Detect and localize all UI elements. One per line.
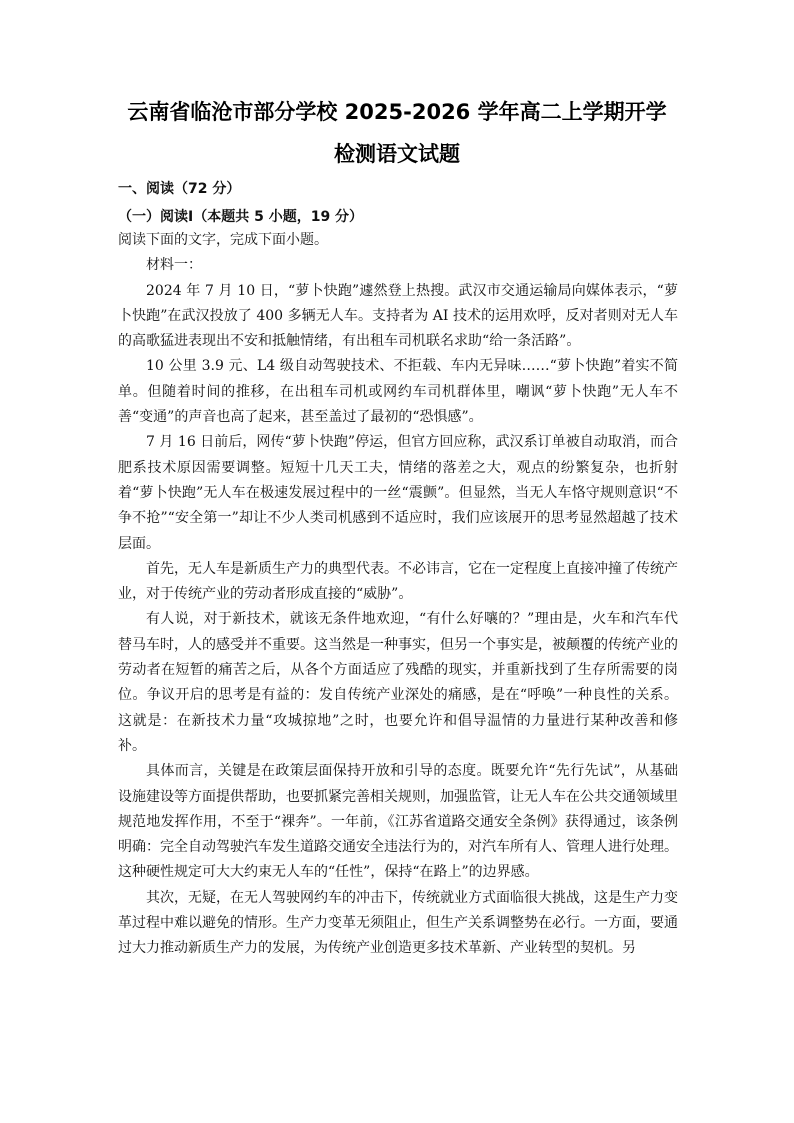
passage-paragraph: 其次，无疑，在无人驾驶网约车的冲击下，传统就业方式面临很大挑战，这是生产力变革过程中难以避免的情形。生产力变革无须阻止，但生产关系调整势在必行。一方面，要通过大力推动新质生产力的发展，为传统产业创造更多技术革新、产业转型的契机。另 bbox=[118, 889, 678, 957]
passage-paragraph: 首先，无人车是新质生产力的典型代表。不必讳言，它在一定程度上直接冲撞了传统产业，对于传统产业的劳动者形成直接的“威胁”。 bbox=[118, 560, 678, 603]
subsection-heading: （一）阅读Ⅰ（本题共 5 小题，19 分） bbox=[118, 209, 364, 225]
instruction-paragraph: 阅读下面的文字，完成下面小题。 bbox=[118, 232, 328, 248]
material-label: 材料一： bbox=[146, 257, 202, 274]
section-heading: 一、阅读（72 分） bbox=[118, 181, 241, 197]
passage-paragraph: 7 月 16 日前后，网传“萝卜快跑”停运，但官方回应称，武汉系订单被自动取消，而合肥系技术原因需要调整。短短十几天工夫，情绪的落差之大，观点的纷繁复杂，也折射着“萝卜快跑”无人车在极速发展过程中的一丝“震颤”。但显然，当无人车恪守规则意识“不争不抢”“安全第一”却让不少人类司机感到不适应时，我们应该展开的思考显然超越了技术层面。 bbox=[118, 434, 678, 552]
passage-paragraph: 有人说，对于新技术，就该无条件地欢迎，“有什么好嚷的？”理由是，火车和汽车代替马车时，人的感受并不重要。这当然是一种事实，但另一个事实是，被颠覆的传统产业的劳动者在短暂的痛苦之后，从各个方面适应了残酷的现实，并重新找到了生存所需要的岗位。争议开启的思考是有益的：发自传统产业深处的痛感，是在“呼唤”一种良性的关系。这就是：在新技术力量“攻城掠地”之时，也要允许和倡导温情的力量进行某种改善和修补。 bbox=[118, 611, 678, 754]
reading-passage bbox=[118, 228, 678, 962]
document-title-line-1: 云南省临沧市部分学校 2025-2026 学年高二上学期开学 bbox=[127, 100, 667, 124]
passage-paragraph: 2024 年 7 月 10 日，“萝卜快跑”遽然登上热搜。武汉市交通运输局向媒体表示，“萝卜快跑”在武汉投放了 400 多辆无人车。支持者为 AI 技术的运用欢呼，反对者则对无人车的高歌猛进表现出不安和抵触情绪，有出租车司机联名求助“给一条活路”。 bbox=[118, 282, 678, 350]
passage-paragraph: 10 公里 3.9 元、L4 级自动驾驶技术、不拒载、车内无异味……“萝卜快跑”着实不简单。但随着时间的推移，在出租车司机或网约车司机群体里，嘲讽“萝卜快跑”无人车不善“变通”的声音也高了起来，甚至盖过了最初的“恐惧感”。 bbox=[118, 358, 678, 426]
passage-paragraph: 具体而言，关键是在政策层面保持开放和引导的态度。既要允许“先行先试”，从基础设施建设等方面提供帮助，也要抓紧完善相关规则，加强监管，让无人车在公共交通领域里规范地发挥作用，不至于“裸奔”。一年前，《江苏省道路交通安全条例》获得通过，该条例明确：完全自动驾驶汽车发生道路交通安全违法行为的，对汽车所有人、管理人进行处理。这种硬性规定可大大约束无人车的“任性”，保持“在路上”的边界感。 bbox=[118, 763, 678, 881]
document-title-line-2: 检测语文试题 bbox=[334, 142, 460, 166]
